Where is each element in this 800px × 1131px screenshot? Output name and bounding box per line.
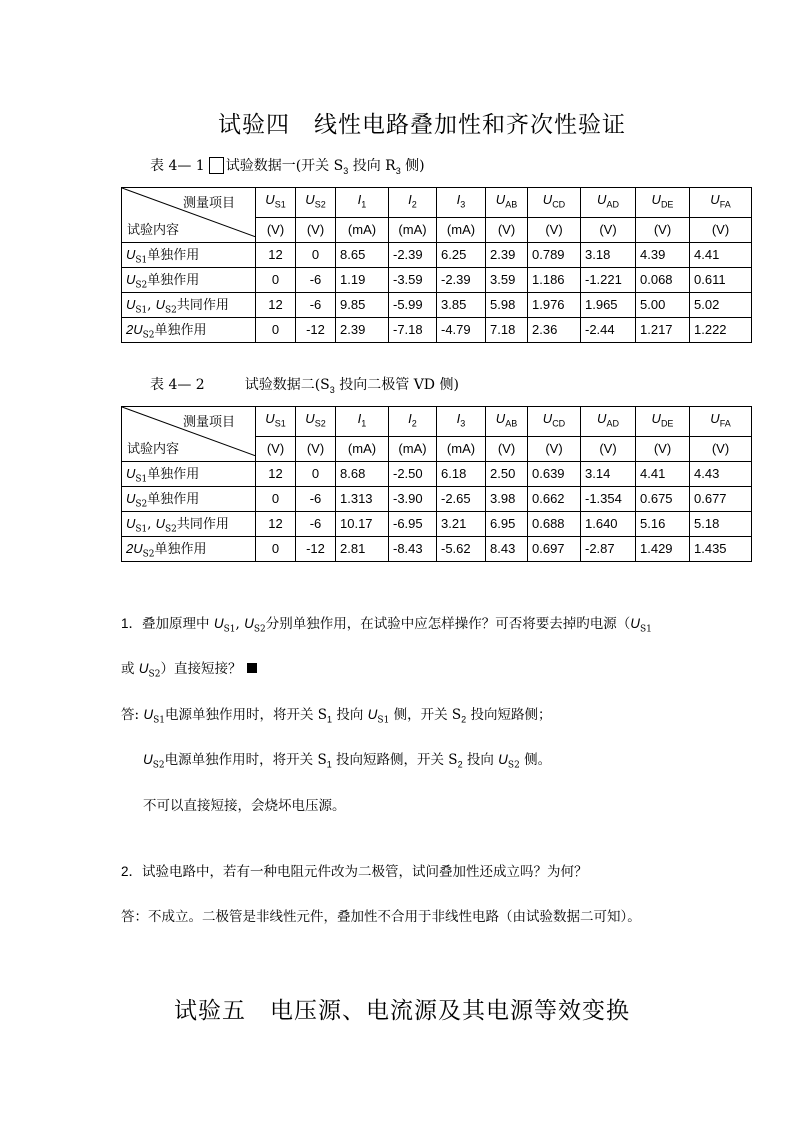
answer-1-line-3: 不可以直接短接，会烧坏电压源。 (143, 798, 346, 814)
table1-caption-prefix: 表 4— 1 (150, 158, 205, 174)
data-table-2 (121, 406, 752, 562)
question-1-line-2: 或 $U_{S2}$）直接短接？ (121, 657, 257, 680)
table-cell: 5.18 (690, 511, 752, 536)
table-cell: -1.354 (581, 486, 636, 511)
col-header-uad: $U_{AD}$ (581, 188, 636, 218)
table-cell: 6.18 (437, 461, 486, 486)
table-cell: 4.39 (636, 242, 690, 267)
table-cell: 0.677 (690, 486, 752, 511)
table-cell: 5.02 (690, 292, 752, 317)
box-marker-icon (209, 157, 224, 174)
unit-cell: (mA) (336, 217, 389, 242)
col-header-us1: $U_{S1}$ (256, 188, 296, 218)
unit-cell: (V) (256, 217, 296, 242)
table-cell: 0 (296, 461, 336, 486)
col-header-i1: $I_1$ (336, 188, 389, 218)
table-cell: 0.688 (528, 511, 581, 536)
table-cell: -4.79 (437, 317, 486, 342)
table-cell: -6 (296, 486, 336, 511)
answer-1-line-1: 答: $U_{S1}$电源单独作用时，将开关 $S_1$ 投向 $U_{S1}$ 侧，开关 $S_2$ 投向短路侧； (121, 707, 552, 726)
table-cell: 4.43 (690, 461, 752, 486)
col-header-us2: $U_{S2}$ (296, 188, 336, 218)
unit-cell: (V) (690, 436, 752, 461)
row-label: $U_{S2}$单独作用 (122, 267, 256, 292)
unit-cell: (V) (296, 436, 336, 461)
table-cell: -2.44 (581, 317, 636, 342)
table-cell: 0.675 (636, 486, 690, 511)
table-cell: 2.50 (486, 461, 528, 486)
table-cell: 2.36 (528, 317, 581, 342)
row-label: $2U_{S2}$单独作用 (122, 536, 256, 561)
row-label: $U_{S1}$单独作用 (122, 461, 256, 486)
col-header-i2: $I_2$ (389, 188, 437, 218)
table-cell: 0.639 (528, 461, 581, 486)
table-cell: -8.43 (389, 536, 437, 561)
unit-cell: (V) (486, 217, 528, 242)
unit-cell: (mA) (389, 217, 437, 242)
table-cell: 6.95 (486, 511, 528, 536)
table-cell: -6 (296, 267, 336, 292)
table-cell: -2.65 (437, 486, 486, 511)
table-row (122, 267, 752, 292)
measure-item-label: 测量项目 (182, 415, 235, 430)
table-cell: -5.99 (389, 292, 437, 317)
unit-cell: (V) (690, 217, 752, 242)
unit-cell: (V) (528, 436, 581, 461)
table-row (122, 461, 752, 486)
unit-cell: (V) (296, 217, 336, 242)
table-cell: 3.21 (437, 511, 486, 536)
table-cell: 0 (256, 267, 296, 292)
data-table-1 (121, 187, 752, 343)
unit-cell: (V) (486, 436, 528, 461)
table-cell: 1.429 (636, 536, 690, 561)
table-cell: 0.662 (528, 486, 581, 511)
table-cell: -6 (296, 292, 336, 317)
table-cell: 6.25 (437, 242, 486, 267)
table-cell: 5.00 (636, 292, 690, 317)
section-title-2: 试验五 电压源、电流源及其电源等效变换 (174, 998, 630, 1024)
table-cell: 3.85 (437, 292, 486, 317)
table-cell: 1.976 (528, 292, 581, 317)
table-row (122, 511, 752, 536)
col-header-ude: $U_{DE}$ (636, 407, 690, 437)
table-cell: -2.87 (581, 536, 636, 561)
black-square-icon (247, 663, 257, 673)
col-header-i3: $I_3$ (437, 407, 486, 437)
table-cell: 1.217 (636, 317, 690, 342)
table2-caption: 表 4— 2 试验数据二($S_3$ 投向二极管 VD 侧) (150, 377, 459, 395)
table-row (122, 242, 752, 267)
table-cell: 0 (256, 536, 296, 561)
table-cell: -2.39 (437, 267, 486, 292)
col-header-i1: $I_1$ (336, 407, 389, 437)
table-cell: 0 (256, 317, 296, 342)
unit-cell: (V) (581, 217, 636, 242)
question-1-line-1: 1．叠加原理中 $U_{S1}$, $U_{S2}$分别单独作用，在试验中应怎样操作？可否将要去掉旳电源（$U_{S1}$ (121, 616, 652, 635)
table-row (122, 292, 752, 317)
table-cell: 0.789 (528, 242, 581, 267)
table2-caption-prefix: 表 4— 2 (150, 377, 205, 393)
question-2: 2．试验电路中，若有一种电阻元件改为二极管，试问叠加性还成立吗？为何？ (121, 864, 588, 880)
table-cell: -3.59 (389, 267, 437, 292)
unit-cell: (V) (528, 217, 581, 242)
table-cell: 0.697 (528, 536, 581, 561)
row-label: $U_{S2}$单独作用 (122, 486, 256, 511)
table-cell: 3.18 (581, 242, 636, 267)
unit-cell: (mA) (389, 436, 437, 461)
table-row (122, 486, 752, 511)
table-cell: -2.50 (389, 461, 437, 486)
answer-2: 答：不成立。二极管是非线性元件，叠加性不合用于非线性电路（由试验数据二可知）。 (121, 909, 641, 925)
table-cell: 1.435 (690, 536, 752, 561)
table-cell: 7.18 (486, 317, 528, 342)
table-row (122, 317, 752, 342)
table-cell: 3.14 (581, 461, 636, 486)
table-cell: 1.222 (690, 317, 752, 342)
table-cell: 0 (296, 242, 336, 267)
table-cell: 2.39 (336, 317, 389, 342)
unit-cell: (mA) (336, 436, 389, 461)
diagonal-header-cell (122, 188, 256, 243)
col-header-uab: $U_{AB}$ (486, 188, 528, 218)
col-header-ucd: $U_{CD}$ (528, 188, 581, 218)
unit-cell: (mA) (437, 217, 486, 242)
table-cell: 12 (256, 511, 296, 536)
table-cell: -6 (296, 511, 336, 536)
table-cell: 8.68 (336, 461, 389, 486)
table-cell: 12 (256, 242, 296, 267)
table-cell: 0 (256, 486, 296, 511)
row-label: $U_{S1}$, $U_{S2}$共同作用 (122, 292, 256, 317)
table1-caption: 表 4— 1 试验数据一(开关 $S_3$ 投向 $R_3$ 侧) (150, 158, 425, 176)
table-cell: 4.41 (636, 461, 690, 486)
table2-caption-text: 试验数据二(S (244, 377, 330, 393)
row-label: $U_{S1}$单独作用 (122, 242, 256, 267)
table-cell: -5.62 (437, 536, 486, 561)
table-cell: 8.43 (486, 536, 528, 561)
row-label: $2U_{S2}$单独作用 (122, 317, 256, 342)
table-cell: 0.611 (690, 267, 752, 292)
table-cell: -12 (296, 317, 336, 342)
col-header-uab: $U_{AB}$ (486, 407, 528, 437)
table-cell: -6.95 (389, 511, 437, 536)
table-cell: 1.186 (528, 267, 581, 292)
table-cell: 9.85 (336, 292, 389, 317)
measure-item-label: 测量项目 (182, 196, 235, 211)
table-cell: -7.18 (389, 317, 437, 342)
table-cell: 2.81 (336, 536, 389, 561)
table1-caption-text: 试验数据一(开关 S (225, 158, 344, 174)
test-content-label: 试验内容 (127, 441, 180, 457)
table-cell: 3.98 (486, 486, 528, 511)
table-cell: 12 (256, 461, 296, 486)
unit-cell: (V) (256, 436, 296, 461)
unit-cell: (V) (636, 217, 690, 242)
table-cell: 3.59 (486, 267, 528, 292)
unit-cell: (V) (636, 436, 690, 461)
unit-cell: (V) (581, 436, 636, 461)
table-cell: -3.90 (389, 486, 437, 511)
col-header-ude: $U_{DE}$ (636, 188, 690, 218)
col-header-ufa: $U_{FA}$ (690, 188, 752, 218)
page-title: 试验四 线性电路叠加性和齐次性验证 (218, 112, 626, 138)
col-header-i3: $I_3$ (437, 188, 486, 218)
table-cell: 1.640 (581, 511, 636, 536)
table-cell: 4.41 (690, 242, 752, 267)
unit-cell: (mA) (437, 436, 486, 461)
col-header-us1: $U_{S1}$ (256, 407, 296, 437)
col-header-us2: $U_{S2}$ (296, 407, 336, 437)
row-label: $U_{S1}$, $U_{S2}$共同作用 (122, 511, 256, 536)
col-header-uad: $U_{AD}$ (581, 407, 636, 437)
col-header-i2: $I_2$ (389, 407, 437, 437)
table-cell: 0.068 (636, 267, 690, 292)
table-cell: 12 (256, 292, 296, 317)
diagonal-header-cell (122, 407, 256, 462)
table-cell: 1.313 (336, 486, 389, 511)
table-cell: 1.965 (581, 292, 636, 317)
test-content-label: 试验内容 (127, 222, 180, 238)
table-cell: -1.221 (581, 267, 636, 292)
col-header-ucd: $U_{CD}$ (528, 407, 581, 437)
table-cell: 1.19 (336, 267, 389, 292)
table-row (122, 536, 752, 561)
table-cell: 5.16 (636, 511, 690, 536)
answer-1-line-2: $U_{S2}$电源单独作用时，将开关 $S_1$ 投向短路侧，开关 $S_2$ 投向 $U_{S2}$ 侧。 (143, 752, 552, 771)
table-cell: -12 (296, 536, 336, 561)
table-cell: 2.39 (486, 242, 528, 267)
table-cell: -2.39 (389, 242, 437, 267)
col-header-ufa: $U_{FA}$ (690, 407, 752, 437)
table-cell: 10.17 (336, 511, 389, 536)
table-cell: 5.98 (486, 292, 528, 317)
table-cell: 8.65 (336, 242, 389, 267)
